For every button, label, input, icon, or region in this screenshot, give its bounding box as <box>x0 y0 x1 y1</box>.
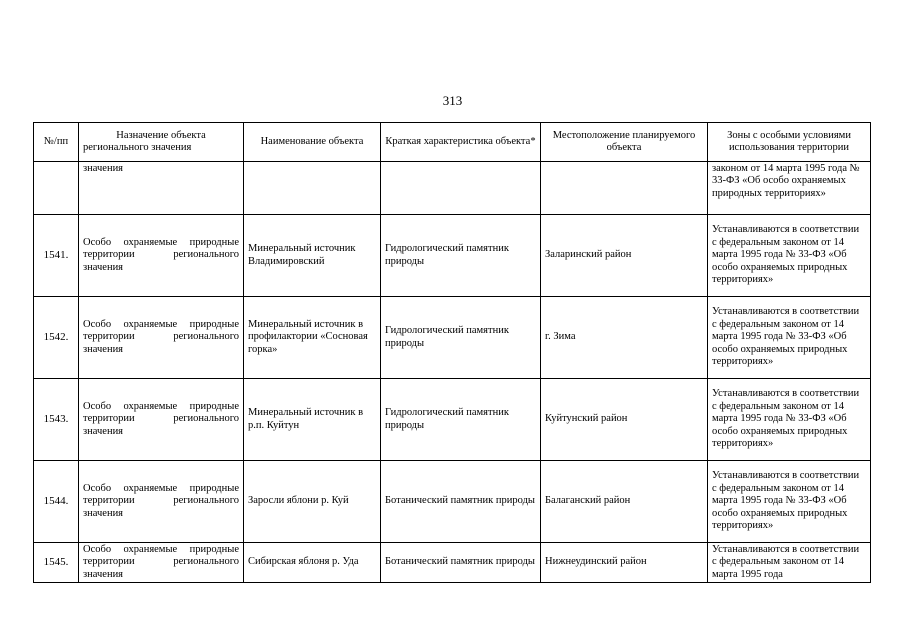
header-num: №/пп <box>34 123 79 162</box>
cell-location: Заларинский район <box>541 215 708 297</box>
cell-name: Заросли яблони р. Куй <box>244 461 381 543</box>
header-purpose: Назначение объекта регионального значения <box>79 123 244 162</box>
cell-num: 1543. <box>34 379 79 461</box>
cell-location <box>541 162 708 215</box>
cell-num: 1544. <box>34 461 79 543</box>
cell-name <box>244 162 381 215</box>
cell-zones: Устанавливаются в соответствии с федеральным законом от 14 марта 1995 года № 33-ФЗ «Об особо охраняемых природных территориях» <box>708 215 871 297</box>
table-row <box>34 461 871 543</box>
table-row <box>34 215 871 297</box>
cell-zones: законом от 14 марта 1995 года № 33-ФЗ «Об особо охраняемых природных территориях» <box>708 162 871 215</box>
header-characteristic: Краткая характеристика объекта* <box>381 123 541 162</box>
cell-location: Нижнеудинский район <box>541 543 708 583</box>
cell-characteristic: Гидрологический памятник природы <box>381 379 541 461</box>
cell-characteristic: Ботанический памятник природы <box>381 461 541 543</box>
cell-purpose: Особо охраняемые природные территории регионального значения <box>79 379 244 461</box>
cell-num: 1545. <box>34 543 79 583</box>
table-row <box>34 543 871 583</box>
cell-zones: Устанавливаются в соответствии с федеральным законом от 14 марта 1995 года <box>708 543 871 583</box>
table-header-row <box>34 123 871 162</box>
cell-name: Минеральный источник в профилактории «Сосновая горка» <box>244 297 381 379</box>
cell-purpose: Особо охраняемые природные территории регионального значения <box>79 215 244 297</box>
cell-characteristic <box>381 162 541 215</box>
cell-zones: Устанавливаются в соответствии с федеральным законом от 14 марта 1995 года № 33-ФЗ «Об особо охраняемых природных территориях» <box>708 379 871 461</box>
cell-characteristic: Гидрологический памятник природы <box>381 297 541 379</box>
cell-location: Балаганский район <box>541 461 708 543</box>
cell-name: Минеральный источник Владимировский <box>244 215 381 297</box>
cell-purpose: значения <box>79 162 244 215</box>
cell-num: 1541. <box>34 215 79 297</box>
cell-purpose: Особо охраняемые природные территории регионального значения <box>79 543 244 583</box>
cell-name: Минеральный источник в р.п. Куйтун <box>244 379 381 461</box>
cell-name: Сибирская яблоня р. Уда <box>244 543 381 583</box>
cell-location: г. Зима <box>541 297 708 379</box>
cell-purpose: Особо охраняемые природные территории регионального значения <box>79 461 244 543</box>
table-row <box>34 379 871 461</box>
header-location: Местоположение планируемого объекта <box>541 123 708 162</box>
page-number: 313 <box>442 93 463 108</box>
cell-zones: Устанавливаются в соответствии с федеральным законом от 14 марта 1995 года № 33-ФЗ «Об особо охраняемых природных территориях» <box>708 461 871 543</box>
cell-num: 1542. <box>34 297 79 379</box>
cell-location: Куйтунский район <box>541 379 708 461</box>
header-zones: Зоны с особыми условиями использования территории <box>708 123 871 162</box>
cell-characteristic: Гидрологический памятник природы <box>381 215 541 297</box>
cell-purpose: Особо охраняемые природные территории регионального значения <box>79 297 244 379</box>
cell-zones: Устанавливаются в соответствии с федеральным законом от 14 марта 1995 года № 33-ФЗ «Об особо охраняемых природных территориях» <box>708 297 871 379</box>
header-name: Наименование объекта <box>244 123 381 162</box>
objects-table <box>33 122 871 583</box>
table-row-continuation <box>34 162 871 215</box>
table-row <box>34 297 871 379</box>
cell-characteristic: Ботанический памятник природы <box>381 543 541 583</box>
cell-num <box>34 162 79 215</box>
